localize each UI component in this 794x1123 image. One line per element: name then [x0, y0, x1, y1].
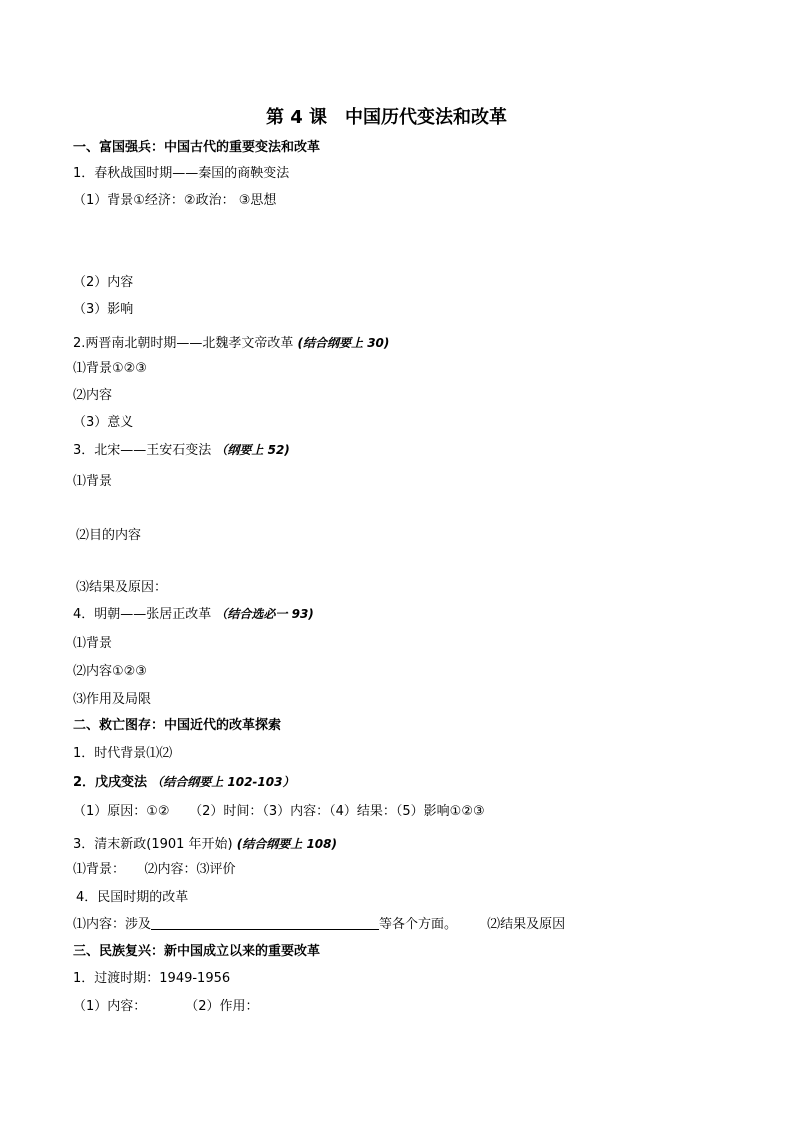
item-1-3-title [73, 442, 290, 459]
item-1-1-title: 1．春秋战国时期——秦国的商鞅变法 [73, 166, 290, 181]
item-2-1-title: 1．时代背景⑴⑵ [73, 746, 173, 761]
fill-in-blank [151, 917, 379, 930]
item-1-3-purpose-content: ⑵目的内容 [76, 528, 142, 543]
item-1-4-ref: （结合选必一 93) [215, 607, 314, 621]
item-3-1-title: 1．过渡时期：1949-1956 [73, 971, 231, 986]
item-2-4-details [73, 917, 565, 933]
item-2-3-title-text: 3．清末新政(1901 年开始) [73, 837, 233, 852]
item-2-2-ref: （结合纲要上 102-103） [151, 775, 295, 789]
item-1-4-title [73, 606, 314, 623]
item-2-2-title-text: 2．戊戌变法 [73, 775, 148, 790]
item-1-3-ref: （纲要上 52) [215, 443, 290, 457]
item-2-4-result-reason: ⑵结果及原因 [487, 917, 566, 932]
item-1-3-background: ⑴背景 [73, 474, 113, 489]
item-2-3-ref: (结合纲要上 108) [236, 837, 337, 851]
item-1-4-role-limits: ⑶作用及局限 [73, 692, 152, 707]
item-1-2-title-text: 2.两晋南北朝时期——北魏孝文帝改革 [73, 336, 294, 351]
item-1-3-title-text: 3．北宋——王安石变法 [73, 443, 212, 458]
item-1-3-result-reason: ⑶结果及原因： [76, 580, 168, 595]
item-1-1-background: （1）背景①经济：②政治： ③思想 [73, 193, 277, 208]
item-2-3-details: ⑴背景： ⑵内容：⑶评价 [73, 862, 236, 877]
item-1-4-content: ⑵内容①②③ [73, 664, 147, 679]
item-2-2-title [73, 774, 294, 791]
page-title: 第 4 课 中国历代变法和改革 [266, 107, 508, 128]
item-1-2-background: ⑴背景①②③ [73, 361, 147, 376]
item-2-4-content-label: ⑴内容：涉及 [73, 917, 152, 932]
section-1-heading: 一、富国强兵：中国古代的重要变法和改革 [73, 140, 321, 155]
item-3-1-details: （1）内容： （2）作用： [73, 999, 259, 1014]
item-2-4-title: 4．民国时期的改革 [76, 890, 189, 905]
item-1-2-content: ⑵内容 [73, 388, 113, 403]
item-2-3-title [73, 836, 337, 853]
item-1-1-impact: （3）影响 [73, 302, 134, 317]
item-1-2-ref: (结合纲要上 30) [297, 336, 390, 350]
item-2-4-content-suffix: 等各个方面。 [379, 917, 458, 932]
section-2-heading: 二、救亡图存：中国近代的改革探索 [73, 718, 282, 733]
item-1-1-content: （2）内容 [73, 275, 134, 290]
item-2-2-details: （1）原因：①② （2）时间：（3）内容：（4）结果：（5）影响①②③ [73, 804, 485, 819]
item-1-4-title-text: 4．明朝——张居正改革 [73, 607, 212, 622]
section-3-heading: 三、民族复兴：新中国成立以来的重要改革 [73, 944, 321, 959]
item-1-4-background: ⑴背景 [73, 636, 113, 651]
item-1-2-significance: （3）意义 [73, 415, 134, 430]
item-1-2-title [73, 335, 389, 352]
